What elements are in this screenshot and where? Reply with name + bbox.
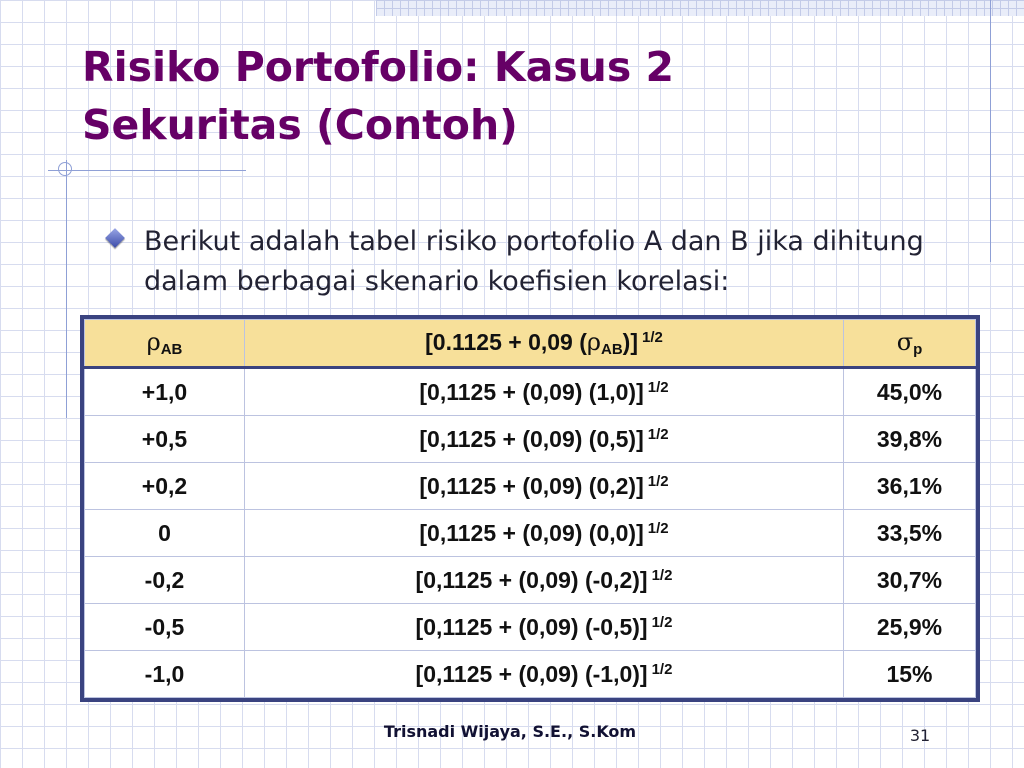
formula-exponent: 1/2 (647, 519, 669, 537)
table-row (85, 557, 976, 604)
cell-correlation: -0,5 (85, 604, 245, 651)
formula-exponent: 1/2 (647, 472, 669, 490)
header-formula (245, 320, 844, 368)
header-formula-subscript: AB (601, 341, 623, 358)
formula-text: [0,1125 + (0,09) (-0,5)] (415, 613, 648, 640)
cell-correlation: -0,2 (85, 557, 245, 604)
decorative-vertical-line-left (66, 160, 67, 418)
cell-correlation: +0,5 (85, 416, 245, 463)
diamond-bullet-icon (105, 228, 125, 248)
formula-exponent: 1/2 (651, 613, 673, 631)
cell-formula (245, 604, 844, 651)
header-formula-suffix: )] (622, 329, 638, 355)
header-formula-exponent: 1/2 (642, 329, 663, 346)
decorative-top-band (376, 0, 1024, 16)
slide-title (82, 38, 982, 154)
cell-correlation: +1,0 (85, 368, 245, 416)
cell-formula (245, 510, 844, 557)
cell-formula (245, 651, 844, 698)
formula-text: [0,1125 + (0,09) (-1,0)] (415, 660, 648, 687)
cell-correlation: 0 (85, 510, 245, 557)
formula-exponent: 1/2 (647, 425, 669, 443)
cell-formula (245, 557, 844, 604)
cell-correlation: -1,0 (85, 651, 245, 698)
formula-exponent: 1/2 (651, 566, 673, 584)
table-row (85, 651, 976, 698)
table-row (85, 416, 976, 463)
decorative-title-underline (48, 170, 246, 171)
formula-text: [0,1125 + (0,09) (0,5)] (419, 425, 644, 452)
formula-exponent: 1/2 (647, 378, 669, 396)
cell-formula (245, 463, 844, 510)
page-number: 31 (909, 726, 931, 745)
cell-portfolio-risk: 39,8% (844, 416, 976, 463)
portfolio-risk-table (84, 319, 976, 698)
slide-title-line2: Sekuritas (Contoh) (82, 101, 518, 149)
bullet-text: Berikut adalah tabel risiko portofolio A dan B jika dihitung dalam berbagai skenario koefisien korelasi: (144, 226, 924, 297)
cell-portfolio-risk: 25,9% (844, 604, 976, 651)
cell-portfolio-risk: 15% (844, 651, 976, 698)
cell-formula (245, 368, 844, 416)
formula-exponent: 1/2 (651, 660, 673, 678)
sigma-subscript: p (913, 341, 923, 358)
footer-author: Trisnadi Wijaya, S.E., S.Kom (383, 722, 637, 741)
rho-subscript: AB (160, 341, 183, 358)
decorative-circle-icon (58, 162, 72, 176)
header-formula-rho: ρ (586, 328, 601, 356)
table-row (85, 463, 976, 510)
slide-title-line1: Risiko Portofolio: Kasus 2 (82, 43, 675, 91)
bullet-point (106, 222, 966, 302)
formula-text: [0,1125 + (0,09) (1,0)] (419, 378, 644, 405)
header-correlation (85, 320, 245, 368)
header-portfolio-risk (844, 320, 976, 368)
header-formula-prefix: [0.1125 + 0,09 ( (425, 329, 587, 355)
table-row (85, 368, 976, 416)
formula-text: [0,1125 + (0,09) (-0,2)] (415, 566, 648, 593)
cell-portfolio-risk: 33,5% (844, 510, 976, 557)
formula-text: [0,1125 + (0,09) (0,2)] (419, 472, 644, 499)
decorative-vertical-line-right (990, 0, 991, 262)
cell-portfolio-risk: 36,1% (844, 463, 976, 510)
cell-formula (245, 416, 844, 463)
sigma-symbol: σ (896, 328, 914, 356)
rho-symbol: ρ (146, 328, 161, 356)
table-row (85, 604, 976, 651)
formula-text: [0,1125 + (0,09) (0,0)] (419, 519, 644, 546)
cell-portfolio-risk: 30,7% (844, 557, 976, 604)
table-row (85, 510, 976, 557)
cell-portfolio-risk: 45,0% (844, 368, 976, 416)
cell-correlation: +0,2 (85, 463, 245, 510)
table-header-row (85, 320, 976, 368)
